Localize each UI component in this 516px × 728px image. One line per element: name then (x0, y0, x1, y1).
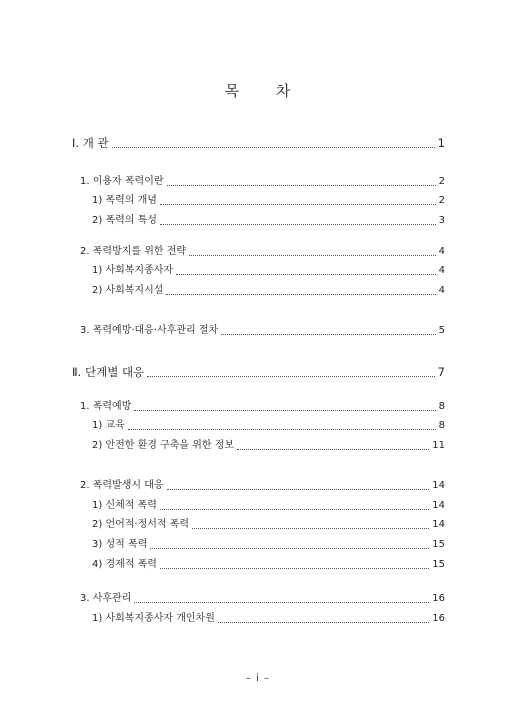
toc-entry-label: 1) 교육 (92, 420, 125, 431)
dot-leader (112, 147, 435, 148)
toc-page-number: 14 (432, 480, 445, 491)
toc-entry-subsection[interactable] (92, 538, 445, 552)
toc-page-number: 4 (438, 265, 445, 276)
dot-leader (167, 185, 436, 186)
dot-leader (176, 274, 436, 275)
toc-entry-label: 1) 신체적 폭력 (92, 500, 157, 511)
toc-entry-subsection[interactable] (92, 419, 445, 433)
toc-page-number: 16 (432, 613, 445, 624)
toc-entry-label: Ⅱ. 단계별 대응 (72, 365, 145, 379)
dot-leader (166, 294, 435, 295)
toc-entry-label: 3. 사후관리 (80, 593, 132, 604)
toc-entry-subsection[interactable] (92, 264, 445, 278)
dot-leader (167, 489, 430, 490)
dot-leader (160, 568, 429, 569)
toc-page-number: 1 (437, 136, 445, 150)
toc-entry-label: 2) 사회복지시설 (92, 285, 164, 296)
dot-leader (147, 376, 435, 377)
toc-entry-subsection[interactable] (92, 439, 445, 453)
toc-entry-subsection[interactable] (92, 518, 445, 532)
toc-entry-label: 3. 폭력예방·대응·사후관리 절차 (80, 325, 219, 336)
dot-leader (189, 255, 436, 256)
dot-leader (150, 548, 429, 549)
dot-leader (128, 429, 436, 430)
dot-leader (160, 204, 436, 205)
toc-entry-label: 3) 성적 폭력 (92, 539, 148, 550)
toc-page-number: 15 (432, 539, 445, 550)
toc-entry-label: 2) 안전한 환경 구축을 위한 정보 (92, 440, 235, 451)
toc-page-number: 3 (438, 215, 445, 226)
page-title: 목 차 (224, 82, 292, 100)
toc-entry-label: 1) 폭력의 개념 (92, 195, 157, 206)
toc-entry-section[interactable] (80, 400, 445, 414)
toc-entry-chapter-1[interactable] (72, 135, 445, 151)
toc-page-number: 11 (432, 440, 445, 451)
toc-page-number: 16 (432, 593, 445, 604)
dot-leader (160, 224, 436, 225)
toc-entry-label: 1) 사회복지종사자 (92, 265, 174, 276)
page-footer-number: – i – (245, 673, 271, 684)
toc-page-number: 8 (438, 420, 445, 431)
toc-entry-subsection[interactable] (92, 558, 445, 572)
toc-page-number: 2 (438, 195, 445, 206)
toc-page-number: 14 (432, 500, 445, 511)
toc-page-number: 4 (438, 285, 445, 296)
toc-entry-section[interactable] (80, 592, 445, 606)
toc-entry-label: Ⅰ. 개 관 (72, 136, 109, 150)
toc-entry-label: 2) 폭력의 특성 (92, 215, 157, 226)
toc-entry-label: 1) 사회복지종사자 개인차원 (92, 613, 215, 624)
toc-entry-section[interactable] (80, 245, 445, 259)
toc-page-number: 4 (438, 246, 445, 257)
toc-entry-subsection[interactable] (92, 194, 445, 208)
dot-leader (134, 410, 435, 411)
toc-page-number: 5 (438, 325, 445, 336)
toc-entry-label: 2. 폭력방지를 위한 전략 (80, 246, 187, 257)
toc-entry-chapter-2[interactable] (72, 364, 445, 380)
toc-page-number: 8 (438, 401, 445, 412)
toc-page-number: 2 (438, 176, 445, 187)
dot-leader (237, 449, 429, 450)
toc-entry-section[interactable] (80, 175, 445, 189)
toc-entry-section[interactable] (80, 479, 445, 493)
toc-page-number: 14 (432, 519, 445, 530)
toc-page-number: 7 (437, 365, 445, 379)
toc-entry-label: 2. 폭력발생시 대응 (80, 480, 164, 491)
toc-entry-subsection[interactable] (92, 284, 445, 298)
toc-entry-label: 1. 이용자 폭력이란 (80, 176, 164, 187)
toc-entry-section[interactable] (80, 324, 445, 338)
dot-leader (221, 334, 435, 335)
dot-leader (218, 622, 429, 623)
toc-entry-label: 1. 폭력예방 (80, 401, 132, 412)
dot-leader (160, 509, 429, 510)
toc-entry-subsection[interactable] (92, 499, 445, 513)
toc-entry-label: 2) 언어적·정서적 폭력 (92, 519, 190, 530)
dot-leader (134, 602, 429, 603)
dot-leader (192, 528, 429, 529)
toc-entry-subsection[interactable] (92, 612, 445, 626)
toc-entry-subsection[interactable] (92, 214, 445, 228)
toc-entry-label: 4) 경제적 폭력 (92, 559, 157, 570)
toc-page-number: 15 (432, 559, 445, 570)
